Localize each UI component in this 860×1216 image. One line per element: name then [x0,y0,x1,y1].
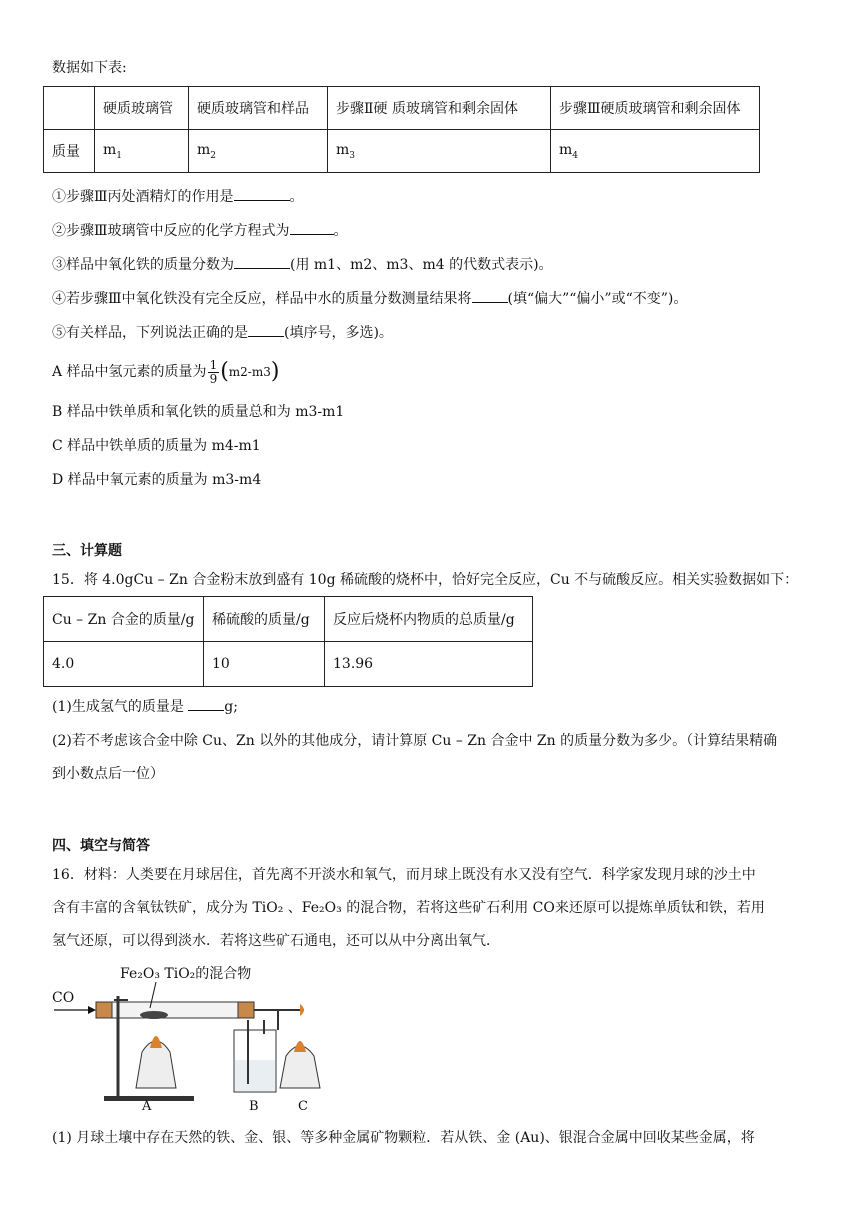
arrow-head-icon [88,1006,96,1014]
flame-a [150,1036,162,1048]
question-text: 。 [289,189,304,205]
table-row [44,130,760,173]
stopper-right [238,1002,254,1018]
paren-left: ( [220,359,229,384]
figure-label-mixture: Fe₂O₃ TiO₂的混合物 [120,966,252,982]
question-text: (填“偏大”“偏小”或“不变”)。 [507,291,688,307]
figure-label-a: A [142,1099,152,1112]
alcohol-lamp-c [280,1046,320,1088]
table-cell: $m_2$ [189,130,328,173]
question-14-3 [52,254,553,275]
question-text: ①步骤Ⅲ丙处酒精灯的作用是 [52,189,234,205]
option-b: B 样品中铁单质和氧化铁的质量总和为 m3-m1 [52,404,345,420]
question-text: (用 m1、m2、m3、m4 的代数式表示)。 [290,257,553,273]
data-table-1 [43,86,760,173]
fraction-denominator: 9 [209,371,218,386]
option-d: D 样品中氧元素的质量为 m3-m4 [52,472,262,488]
question-14-4 [52,288,687,309]
table-row [44,597,533,642]
answer-blank[interactable] [248,322,284,337]
question-text: (1)生成氢气的质量是 [52,699,189,715]
table-row [44,87,760,130]
question-text: ⑤有关样品，下列说法正确的是 [52,325,248,341]
answer-blank[interactable] [234,186,290,201]
question-16-line3: 氢气还原，可以得到淡水．若将这些矿石通电，还可以从中分离出氧气． [52,933,500,949]
figure-label-c: C [298,1099,308,1112]
figure-label-co: CO [52,990,75,1006]
question-16-1: (1) 月球土壤中存在天然的铁、金、银、等多种金属矿物颗粒．若从铁、金 (Au)、银混合金属中回收某些金属，将 [52,1130,755,1146]
table-cell: 反应后烧杯内物质的总质量/g [325,597,533,642]
table-cell: $m_1$ [95,130,189,173]
section-title-3: 三、计算题 [52,543,122,559]
table-cell: 13.96 [325,642,533,687]
figure-label-b: B [249,1099,259,1112]
table-cell: 稀硫酸的质量/g [204,597,325,642]
fraction [208,359,220,386]
data-table-2 [43,596,533,687]
fraction-numerator: 1 [209,357,218,372]
paren-right: ) [270,359,280,384]
question-15-2-line2: 到小数点后一位） [52,766,164,782]
question-16-line1: 16．材料：人类要在月球居住，首先离不开淡水和氧气，而月球上既没有水又没有空气．科学家发现月球的沙土中 [52,867,756,883]
question-15-1 [52,696,238,717]
table-cell [44,87,95,130]
table-cell: 10 [204,642,325,687]
table-cell: $m_4$ [551,130,760,173]
table-cell: 硬质玻璃管 [95,87,189,130]
answer-blank[interactable] [290,220,334,235]
answer-blank[interactable] [472,288,508,303]
option-text: A 样品中氢元素的质量为 [52,364,207,380]
option-expression: m2-m3 [228,365,271,379]
alcohol-lamp-a [136,1041,176,1088]
question-14-1 [52,186,304,207]
exhaust-flame [300,1004,304,1016]
table-cell: 硬质玻璃管和样品 [189,87,328,130]
answer-blank[interactable] [188,696,224,711]
table-cell: 步骤Ⅲ硬质玻璃管和剩余固体 [551,87,760,130]
question-14-5 [52,322,393,343]
table-cell: $m_3$ [328,130,551,173]
liquid-b [235,1060,275,1091]
table-cell: Cu – Zn 合金的质量/g [44,597,204,642]
answer-blank[interactable] [234,254,290,269]
option-c: C 样品中铁单质的质量为 m4-m1 [52,438,261,454]
intro-text: 数据如下表: [52,60,127,76]
question-15: 15．将 4.0gCu – Zn 合金粉末放到盛有 10g 稀硫酸的烧杯中，恰好完全反应，Cu 不与硫酸反应。相关实验数据如下： [52,572,799,588]
experiment-apparatus-figure [52,960,332,1112]
question-15-2-line1: (2)若不考虑该合金中除 Cu、Zn 以外的其他成分，请计算原 Cu – Zn 合金中 Zn 的质量分数为多少。（计算结果精确 [52,733,778,749]
glass-tube [96,1002,254,1018]
question-text: (填序号，多选)。 [284,325,393,341]
question-16-line2: 含有丰富的含氧钛铁矿，成分为 TiO₂ 、Fe₂O₃ 的混合物，若将这些矿石利用 CO来还原可以提炼单质钛和铁，若用 [52,900,765,916]
question-text: g; [224,699,238,715]
question-text: 。 [333,223,348,239]
question-text: ②步骤Ⅲ玻璃管中反应的化学方程式为 [52,223,290,239]
table-cell: 4.0 [44,642,204,687]
question-text: ④若步骤Ⅲ中氧化铁没有完全反应，样品中水的质量分数测量结果将 [52,291,472,307]
option-a [52,358,279,386]
stopper-left [96,1002,112,1018]
table-cell: 步骤Ⅱ硬 质玻璃管和剩余固体 [328,87,551,130]
flame-c [294,1041,306,1052]
table-cell: 质量 [44,130,95,173]
section-title-4: 四、填空与简答 [52,838,150,854]
question-14-2 [52,220,348,241]
sample-powder [140,1011,168,1019]
table-row [44,642,533,687]
question-text: ③样品中氧化铁的质量分数为 [52,257,234,273]
